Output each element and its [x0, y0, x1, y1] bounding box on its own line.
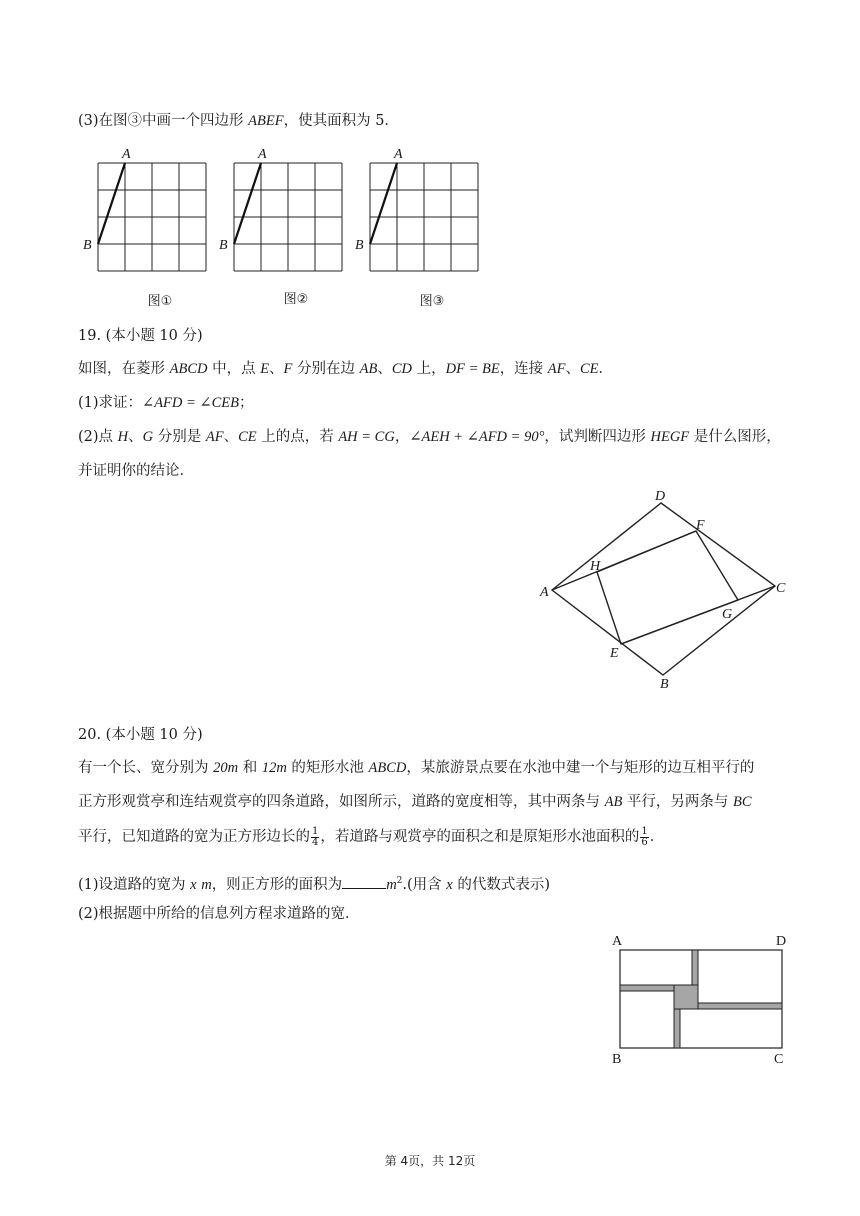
- var: F: [283, 361, 293, 377]
- text: 平行，另两条与: [622, 794, 734, 810]
- text: ，某旅游景点要在水池中建一个与矩形的边互相平行的: [406, 760, 755, 776]
- road-bottom-vertical: [674, 1009, 680, 1048]
- page-footer: 第 4页，共 12页: [384, 1154, 476, 1168]
- text: ，连接: [499, 361, 548, 377]
- text: 的矩形水池: [286, 760, 369, 776]
- var: DF = BE: [445, 361, 500, 377]
- text: 正方形观赏亭和连结观赏亭的四条道路，如图所示，道路的宽度相等，其中两条与: [78, 794, 605, 810]
- q20-header: 20. (本小题 10 分): [78, 727, 203, 743]
- var: AF: [547, 361, 566, 377]
- denominator: 6: [641, 836, 648, 848]
- label-f: F: [696, 518, 705, 533]
- pool-label-d: D: [776, 934, 787, 949]
- label-c: C: [776, 581, 786, 596]
- text: ，使其面积为 5．: [283, 113, 399, 129]
- q20-part2: (2)根据题中所给的信息列方程求道路的宽．: [78, 906, 360, 922]
- grid-label-a: A: [122, 147, 131, 162]
- var: ABCD: [368, 760, 407, 776]
- grid-label-b: B: [219, 238, 228, 253]
- label-e: E: [610, 646, 619, 661]
- text: 的代数式表示): [452, 876, 550, 893]
- var: E: [260, 361, 270, 377]
- text: ．: [649, 829, 665, 845]
- text: ，: [394, 429, 410, 445]
- var: ABEF: [248, 113, 284, 129]
- var: 12m: [261, 760, 287, 776]
- text: 是什么图形，: [689, 429, 781, 445]
- var: AB: [604, 794, 623, 810]
- label-h: H: [590, 559, 601, 574]
- var: CE: [580, 361, 599, 377]
- label-g: G: [722, 607, 733, 622]
- text: ，试判断四边形: [544, 429, 651, 445]
- text: 、: [128, 429, 143, 445]
- var: ∠AFD = ∠CEB: [142, 395, 239, 411]
- text: ，则正方形的面积为: [211, 876, 343, 893]
- caption-fig1: 图①: [147, 294, 173, 309]
- text: ．: [598, 361, 614, 377]
- pool-label-b: B: [612, 1052, 622, 1067]
- var: H: [117, 429, 129, 445]
- numerator: 1: [641, 825, 648, 837]
- text: 分别是: [153, 429, 206, 445]
- caption-fig2: 图②: [283, 292, 309, 307]
- label-a: A: [540, 585, 549, 600]
- q19-header: 19. (本小题 10 分): [78, 328, 203, 344]
- denominator: 4: [312, 836, 319, 848]
- var: ∠AEH + ∠AFD = 90°: [409, 429, 545, 445]
- var: AH = CG: [338, 429, 395, 445]
- text: 分别在边: [292, 361, 360, 377]
- var: m: [386, 876, 397, 893]
- text: .(用含: [402, 876, 447, 893]
- var: x: [446, 876, 453, 893]
- pool-rectangle: [620, 950, 782, 1048]
- var: AB: [359, 361, 378, 377]
- var: AF: [205, 429, 224, 445]
- var: G: [142, 429, 154, 445]
- var: CE: [238, 429, 257, 445]
- label-d: D: [655, 489, 666, 504]
- text: 、: [377, 361, 392, 377]
- text: 平行，已知道路的宽为正方形边长的: [78, 829, 310, 845]
- text: (2)点: [78, 429, 118, 445]
- var: m: [201, 876, 212, 893]
- text: 上，: [412, 361, 446, 377]
- text: (1)求证：: [78, 395, 143, 411]
- text: ，若道路与观赏亭的面积之和是原矩形水池面积的: [320, 829, 640, 845]
- text: 、: [565, 361, 581, 377]
- text: 有一个长、宽分别为: [78, 760, 214, 776]
- road-top-vertical: [692, 950, 698, 985]
- pool-label-c: C: [774, 1052, 784, 1067]
- text: 和: [238, 760, 262, 776]
- text: (1)设道路的宽为: [78, 876, 191, 893]
- numerator: 1: [312, 825, 319, 837]
- text: 上的点，若: [256, 429, 339, 445]
- var: 20m: [213, 760, 239, 776]
- pavilion-square: [674, 985, 698, 1009]
- exponent: 2: [396, 876, 403, 886]
- road-left-horizontal: [620, 985, 674, 991]
- var: BC: [733, 794, 752, 810]
- label-b: B: [660, 677, 669, 692]
- caption-fig3: 图③: [419, 294, 445, 309]
- q19-part2-line2: 并证明你的结论．: [78, 463, 194, 479]
- var: x: [190, 876, 197, 893]
- grid-label-b: B: [83, 238, 92, 253]
- text: 如图，在菱形: [78, 361, 170, 377]
- text: 、: [223, 429, 239, 445]
- text: 、: [269, 361, 284, 377]
- text: (3)在图③中画一个四边形: [78, 113, 249, 129]
- pool-label-a: A: [612, 934, 623, 949]
- var: CD: [391, 361, 412, 377]
- var: ABCD: [169, 361, 208, 377]
- var: HEGF: [650, 429, 690, 445]
- grid-label-a: A: [258, 147, 267, 162]
- grid-label-b: B: [355, 238, 364, 253]
- text: ；: [238, 395, 254, 411]
- text: 中，点: [207, 361, 261, 377]
- road-right-horizontal: [698, 1003, 782, 1009]
- grid-label-a: A: [394, 147, 403, 162]
